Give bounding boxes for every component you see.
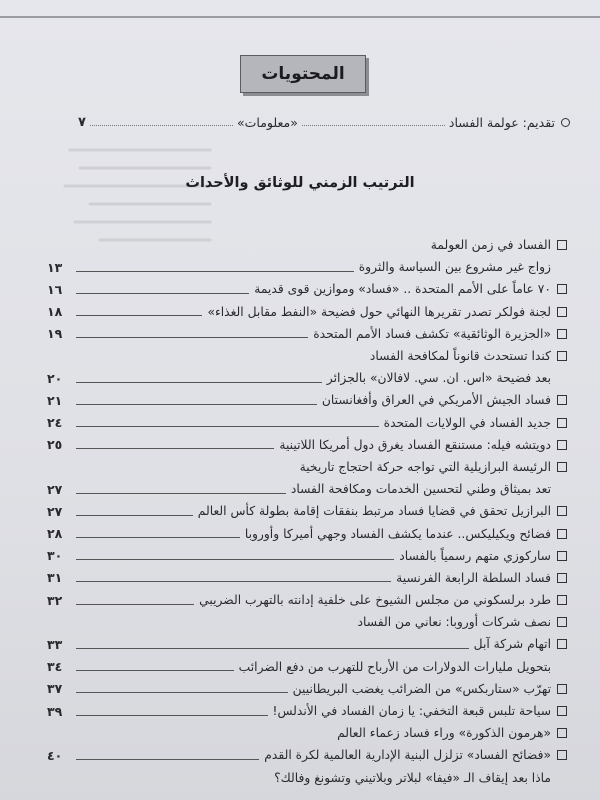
- checkbox-square-icon: [557, 329, 567, 339]
- checkbox-square-icon: [557, 440, 567, 450]
- toc-page-number: ٢٥: [47, 437, 63, 453]
- toc-entry: [47, 323, 567, 345]
- toc-page-number: ٣٤: [47, 659, 63, 675]
- toc-entry-text: فساد الجيش الأمريكي في العراق وأفغانستان: [321, 393, 551, 408]
- toc-entry-text: لجنة فولكر تصدر تقريرها النهائي حول فضيحة «النفط مقابل الغذاء»: [207, 304, 551, 319]
- leader-line: [76, 640, 469, 649]
- toc-entry-text: ٧٠ عاماً على الأمم المتحدة .. «فساد» وموازين قوى قديمة: [254, 282, 551, 297]
- toc-entry-text: جديد الفساد في الولايات المتحدة: [383, 415, 551, 430]
- contents-title: المحتويات: [261, 64, 345, 84]
- toc-page-number: ٤٠: [47, 747, 63, 763]
- toc-entry: [47, 589, 567, 611]
- toc-entry: [47, 744, 567, 766]
- leader-line: [76, 329, 308, 338]
- toc-entry-text: فساد السلطة الرابعة الفرنسية: [396, 570, 551, 585]
- checkbox-square-icon: [557, 551, 567, 561]
- toc-entry-text: سياحة تلبس قبعة التخفي: يا زمان الفساد في الأندلس!: [272, 704, 551, 719]
- checkbox-square-icon: [557, 462, 567, 472]
- checkbox-square-icon: [557, 573, 567, 583]
- toc-entries: [47, 234, 567, 789]
- toc-entry: [47, 434, 567, 456]
- checkbox-square-icon: [557, 728, 567, 738]
- toc-entry-text: «فضائح الفساد» تزلزل البنية الإدارية العالمية لكرة القدم: [264, 748, 551, 763]
- checkbox-square-icon: [557, 595, 567, 605]
- toc-page-number: ١٣: [47, 259, 63, 275]
- toc-page-number: ١٩: [47, 326, 63, 342]
- leader-line: [76, 440, 274, 449]
- toc-page-number: ٣٢: [47, 592, 63, 608]
- toc-entry-text: تعد بميثاق وطني لتحسين الخدمات ومكافحة الفساد: [290, 482, 551, 497]
- toc-entry-text: زواج غير مشروع بين السياسة والثروة: [358, 260, 551, 275]
- intro-entry: [78, 113, 570, 131]
- toc-entry: [47, 656, 567, 678]
- toc-entry-text: بتحويل مليارات الدولارات من الأرباح للتهرب من دفع الضرائب: [238, 659, 551, 674]
- checkbox-square-icon: [557, 706, 567, 716]
- checkbox-square-icon: [557, 395, 567, 405]
- toc-page-number: ٣٠: [47, 548, 63, 564]
- toc-entry: [47, 678, 567, 700]
- toc-entry-text: البرازيل تحقق في قضايا فساد مرتبط بنفقات إقامة بطولة كأس العالم: [197, 504, 551, 519]
- section-title: الترتيب الزمني للوثائق والأحداث: [185, 175, 415, 191]
- toc-entry-text: فضائح ويكيليكس.. عندما يكشف الفساد وجهي أميركا وأوروبا: [244, 526, 551, 541]
- leader-line: [76, 684, 288, 693]
- dot-leader: [302, 119, 445, 126]
- leader-line: [76, 529, 240, 538]
- leader-line: [76, 596, 194, 605]
- toc-entry-text: دويتشه فيله: مستنقع الفساد يغرق دول أمريكا اللاتينية: [279, 437, 551, 452]
- toc-entry: [47, 256, 567, 278]
- toc-entry-text: الفساد في زمن العولمة: [430, 238, 551, 253]
- toc-entry-text: بعد فضيحة «اس. ان. سي. لافالان» بالجزائر: [326, 371, 551, 386]
- toc-page-number: ٢٧: [47, 481, 63, 497]
- leader-line: [76, 662, 234, 671]
- checkbox-square-icon: [557, 240, 567, 250]
- toc-entry: [47, 567, 567, 589]
- toc-entry: [47, 345, 567, 367]
- checkbox-square-icon: [557, 307, 567, 317]
- toc-page-number: ٣٣: [47, 636, 63, 652]
- toc-entry-text: ماذا بعد إيقاف الـ «فيفا» لبلاتر وبلاتيني وتشونغ وفالك؟: [274, 770, 551, 785]
- toc-entry-text: طرد برلسكوني من مجلس الشيوخ على خلفية إدانته بالتهرب الضريبي: [199, 593, 551, 608]
- intro-text: تقديم: عولمة الفساد: [448, 114, 555, 130]
- intro-subtitle: «معلومات»: [236, 114, 298, 130]
- leader-line: [76, 707, 268, 716]
- toc-entry: [47, 456, 567, 478]
- checkbox-square-icon: [557, 284, 567, 294]
- leader-line: [76, 485, 286, 494]
- toc-entry-text: كندا تستحدث قانوناً لمكافحة الفساد: [369, 349, 551, 364]
- checkbox-square-icon: [557, 684, 567, 694]
- toc-page-number: ٢١: [47, 392, 63, 408]
- toc-entry: [47, 278, 567, 300]
- toc-page-number: ٣١: [47, 570, 63, 586]
- toc-entry: [47, 367, 567, 389]
- leader-line: [76, 307, 202, 316]
- checkbox-square-icon: [557, 529, 567, 539]
- leader-line: [76, 285, 249, 294]
- leader-line: [76, 396, 317, 405]
- toc-entry: [47, 478, 567, 500]
- toc-entry: [47, 545, 567, 567]
- contents-title-box: [240, 55, 366, 93]
- leader-line: [76, 418, 379, 427]
- toc-page-number: ١٦: [47, 281, 63, 297]
- toc-page-number: ٢٤: [47, 415, 63, 431]
- toc-entry: [47, 412, 567, 434]
- toc-entry: [47, 633, 567, 655]
- toc-entry-text: نصف شركات أوروبا: نعاني من الفساد: [357, 615, 551, 630]
- toc-entry-text: «هرمون الذكورة» وراء فساد زعماء العالم: [337, 726, 551, 741]
- toc-entry: [47, 389, 567, 411]
- leader-line: [76, 507, 193, 516]
- checkbox-square-icon: [557, 506, 567, 516]
- top-rule: [0, 16, 600, 18]
- checkbox-square-icon: [557, 639, 567, 649]
- toc-entry-text: الرئيسة البرازيلية التي تواجه حركة احتجاج تاريخية: [299, 459, 551, 474]
- toc-entry-text: «الجزيرة الوثائقية» تكشف فساد الأمم المتحدة: [313, 326, 551, 341]
- toc-entry: [47, 700, 567, 722]
- toc-entry-text: تهرّب «ستاربكس» من الضرائب يغضب البريطانيين: [292, 681, 551, 696]
- toc-entry-text: ساركوزي متهم رسمياً بالفساد: [399, 548, 551, 563]
- leader-line: [76, 263, 354, 272]
- intro-page-number: ٧: [78, 114, 86, 130]
- toc-page-number: ٣٧: [47, 681, 63, 697]
- leader-line: [76, 751, 259, 760]
- leader-line: [76, 573, 391, 582]
- toc-page-number: ١٨: [47, 304, 63, 320]
- circle-bullet-icon: [561, 118, 570, 127]
- toc-entry: [47, 722, 567, 744]
- toc-page-number: ٣٩: [47, 703, 63, 719]
- checkbox-square-icon: [557, 750, 567, 760]
- toc-entry-text: اتهام شركة آبل: [473, 637, 551, 652]
- checkbox-square-icon: [557, 418, 567, 428]
- toc-page-number: ٢٠: [47, 370, 63, 386]
- checkbox-square-icon: [557, 617, 567, 627]
- toc-entry: [47, 522, 567, 544]
- toc-entry: [47, 611, 567, 633]
- dot-leader: [90, 119, 233, 126]
- toc-entry: [47, 301, 567, 323]
- leader-line: [76, 551, 394, 560]
- toc-page-number: ٢٨: [47, 526, 63, 542]
- toc-entry: [47, 234, 567, 256]
- leader-line: [76, 374, 322, 383]
- checkbox-square-icon: [557, 351, 567, 361]
- toc-page-number: ٢٧: [47, 503, 63, 519]
- toc-entry: [47, 500, 567, 522]
- toc-entry: [47, 767, 567, 789]
